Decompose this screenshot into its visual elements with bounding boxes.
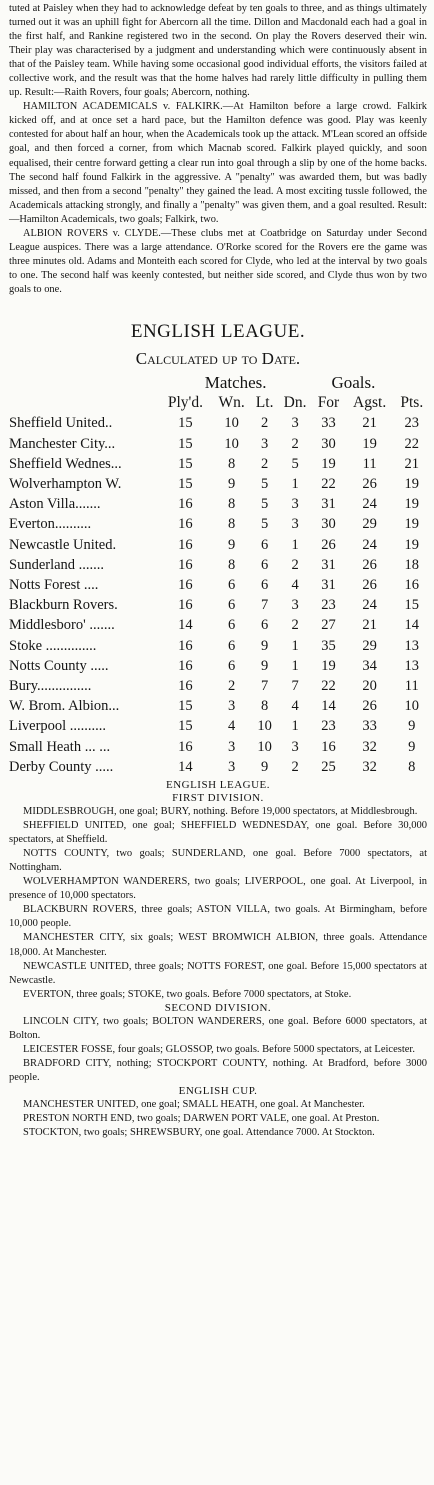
played: 16 (178, 678, 193, 695)
result-line: LINCOLN CITY, two goals; BOLTON WANDERERS, one goal. Before 6000 spectators, at Bolton. (9, 1015, 427, 1041)
result-line: MANCHESTER UNITED, one goal; SMALL HEATH, one goal. At Manchester. (23, 1098, 365, 1110)
goals-for: 31 (321, 496, 336, 513)
drawn: 3 (291, 516, 299, 533)
result-line: EVERTON, three goals; STOKE, two goals. Before 7000 spectators, at Stoke. (23, 988, 352, 1000)
played: 16 (178, 637, 193, 654)
drawn: 1 (291, 657, 299, 674)
played: 16 (178, 536, 193, 553)
played: 15 (178, 415, 193, 432)
result-line: BLACKBURN ROVERS, three goals; ASTON VILLA, two goals. At Birmingham, before 10,000 people. (9, 904, 427, 930)
goals-for: 31 (321, 577, 336, 594)
points: 10 (404, 698, 420, 715)
goals-for: 27 (321, 617, 336, 634)
won: 3 (227, 738, 236, 755)
goals-for: 23 (321, 718, 336, 735)
league-results (9, 779, 427, 1140)
won: 8 (227, 496, 236, 513)
won: 10 (224, 435, 239, 452)
report-paragraph-albion: ALBION ROVERS v. CLYDE.—These clubs met at Coatbridge on Saturday under Second League auspices. There was a large attendance. O'Rorke scored for the Rovers ere the game was three minutes old. Adams and Monteith each scored for Clyde, who led at the interval by two goals to one. The second half was keenly contested, but neither side scored, and Clyde thus won by two goals to one. (9, 227, 427, 295)
points: 19 (404, 496, 420, 513)
lost: 10 (257, 738, 272, 755)
drawn: 1 (291, 718, 299, 735)
points: 11 (404, 678, 419, 695)
played: 14 (178, 617, 193, 634)
team-name: Blackburn Rovers. (9, 597, 118, 614)
played: 16 (178, 516, 193, 533)
goals-for: 25 (321, 758, 336, 775)
won: 9 (227, 536, 236, 553)
team-col-spacer (9, 393, 159, 413)
lost: 6 (261, 617, 269, 634)
points: 23 (404, 415, 420, 432)
team-name: Newcastle United. (9, 536, 117, 553)
won: 8 (227, 455, 236, 472)
result-line: MANCHESTER CITY, six goals; WEST BROMWICH ALBION, three goals. Attendance 18,000. At Manchester. (9, 932, 427, 958)
points: 9 (408, 738, 416, 755)
played: 16 (178, 738, 193, 755)
report-paragraph-raith: tuted at Paisley when they had to acknowledge defeat by ten goals to three, and as things ultimately turned out it was an uphill fight for Abercorn all the time. Dillon and Macdonald each had a goal in the first half, and Rankine registered two in the second. On play the Rovers deserved their win. Their play was characterised by a judgment and understanding which were continuously absent in that of the Paisley team. While having some occasional good individual efforts, the visitors failed at collective work, and the result was that the home halves had rarely little difficulty in pulling them up. Result:—Raith Rovers, four goals; Abercorn, nothing. (9, 3, 427, 99)
goals-for: 14 (321, 698, 336, 715)
lost: 2 (261, 455, 269, 472)
team-name: Notts County ..... (9, 657, 109, 674)
goals-against: 24 (362, 597, 377, 614)
goals-for: 30 (321, 516, 336, 533)
won: 6 (227, 637, 236, 654)
league-title: ENGLISH LEAGUE. (130, 320, 306, 342)
team-name: Sheffield Wednes... (9, 455, 122, 472)
col-lost: Lt. (255, 394, 274, 412)
points: 13 (404, 657, 420, 674)
goals-against: 32 (362, 758, 377, 775)
table-row (9, 595, 429, 615)
team-name: Sunderland ....... (9, 556, 105, 573)
points: 9 (408, 718, 416, 735)
goals-for: 35 (321, 637, 336, 654)
lost: 5 (261, 496, 269, 513)
group-goals: Goals. (331, 372, 376, 392)
played: 15 (178, 718, 193, 735)
table-row (9, 716, 429, 736)
match-report (9, 2, 427, 297)
goals-for: 26 (321, 536, 336, 553)
lost: 6 (261, 556, 269, 573)
result-line: NOTTS COUNTY, two goals; SUNDERLAND, one goal. Before 7000 spectators, at Nottingham. (9, 848, 427, 874)
drawn: 3 (291, 496, 299, 513)
goals-against: 19 (362, 435, 377, 452)
team-name: W. Brom. Albion... (9, 698, 120, 715)
played: 15 (178, 435, 193, 452)
goals-for: 19 (321, 455, 336, 472)
points: 19 (404, 516, 420, 533)
goals-for: 30 (321, 435, 336, 452)
goals-for: 22 (321, 476, 336, 492)
goals-against: 26 (362, 698, 377, 715)
goals-for: 31 (321, 556, 336, 573)
team-name: Liverpool .......... (9, 718, 107, 735)
points: 8 (408, 758, 416, 775)
lost: 5 (261, 476, 269, 492)
table-row (9, 575, 429, 595)
goals-for: 33 (321, 415, 336, 432)
won: 6 (227, 597, 236, 614)
goals-against: 26 (362, 476, 377, 492)
played: 15 (178, 455, 193, 472)
team-name: Small Heath ... ... (9, 738, 111, 755)
table-row (9, 494, 429, 514)
goals-for: 16 (321, 738, 336, 755)
goals-against: 34 (362, 657, 377, 674)
points: 22 (404, 435, 420, 452)
table-row (9, 737, 429, 757)
drawn: 1 (291, 476, 299, 492)
column-header-row (9, 393, 429, 413)
points: 21 (404, 455, 420, 472)
drawn: 1 (291, 637, 299, 654)
lost: 7 (261, 597, 269, 614)
col-drawn: Dn. (283, 394, 307, 412)
table-row (9, 413, 429, 433)
lost: 3 (261, 435, 269, 452)
won: 6 (227, 617, 236, 634)
table-row (9, 757, 429, 777)
group-spacer (395, 373, 429, 393)
points: 15 (404, 597, 420, 614)
group-header-row (9, 373, 429, 393)
league-subtitle: Calculated up to Date. (135, 348, 301, 368)
goals-against: 33 (362, 718, 377, 735)
goals-against: 29 (362, 637, 377, 654)
table-row (9, 535, 429, 555)
table-row (9, 656, 429, 676)
result-line: PRESTON NORTH END, two goals; DARWEN PORT VALE, one goal. At Preston. (23, 1112, 380, 1124)
goals-against: 21 (362, 415, 377, 432)
won: 8 (227, 516, 236, 533)
goals-against: 32 (362, 738, 377, 755)
result-line: WOLVERHAMPTON WANDERERS, two goals; LIVERPOOL, one goal. At Liverpool, in presence of 10,000 spectators. (9, 876, 427, 902)
team-name: Sheffield United.. (9, 415, 113, 432)
goals-against: 11 (362, 455, 377, 472)
played: 16 (178, 556, 193, 573)
result-line: NEWCASTLE UNITED, three goals; NOTTS FOREST, one goal. Before 15,000 spectators at Newcastle. (9, 960, 427, 986)
table-row (9, 555, 429, 575)
won: 4 (227, 718, 236, 735)
played: 16 (178, 597, 193, 614)
drawn: 3 (291, 597, 299, 614)
lost: 9 (261, 758, 269, 775)
points: 16 (404, 577, 420, 594)
won: 10 (224, 415, 239, 432)
table-row (9, 696, 429, 716)
lost: 9 (261, 637, 269, 654)
drawn: 1 (291, 536, 299, 553)
points: 13 (404, 637, 420, 654)
second-division-heading: SECOND DIVISION. (164, 1001, 272, 1014)
played: 16 (178, 577, 193, 594)
first-division-heading: FIRST DIVISION. (172, 792, 264, 805)
points: 19 (404, 476, 420, 492)
lost: 9 (261, 657, 269, 674)
goals-against: 24 (362, 496, 377, 513)
lost: 5 (261, 516, 269, 533)
english-cup-heading: ENGLISH CUP. (178, 1084, 258, 1097)
won: 8 (227, 556, 236, 573)
col-for: For (317, 394, 340, 412)
goals-for: 22 (321, 678, 336, 695)
goals-against: 29 (362, 516, 377, 533)
drawn: 4 (291, 698, 299, 715)
league-table (9, 373, 429, 777)
drawn: 2 (291, 435, 299, 452)
drawn: 2 (291, 556, 299, 573)
team-name: Notts Forest .... (9, 577, 99, 594)
team-name: Derby County ..... (9, 758, 114, 775)
team-name: Aston Villa....... (9, 496, 101, 513)
won: 3 (227, 698, 236, 715)
team-name: Wolverhampton W. (9, 476, 122, 492)
lost: 2 (261, 415, 269, 432)
won: 6 (227, 577, 236, 594)
drawn: 5 (291, 455, 299, 472)
col-points: Pts. (400, 394, 424, 412)
goals-against: 21 (362, 617, 377, 634)
goals-for: 19 (321, 657, 336, 674)
points: 18 (404, 556, 420, 573)
lost: 6 (261, 536, 269, 553)
played: 15 (178, 698, 193, 715)
goals-against: 26 (362, 577, 377, 594)
goals-for: 23 (321, 597, 336, 614)
result-line: MIDDLESBROUGH, one goal; BURY, nothing. Before 19,000 spectators, at Middlesbrough. (23, 806, 418, 818)
won: 6 (227, 657, 236, 674)
results-heading: ENGLISH LEAGUE. (165, 779, 271, 792)
goals-against: 26 (362, 556, 377, 573)
drawn: 4 (291, 577, 299, 594)
goals-against: 24 (362, 536, 377, 553)
result-line: BRADFORD CITY, nothing; STOCKPORT COUNTY, nothing. At Bradford, before 3000 people. (9, 1057, 427, 1083)
col-against: Agst. (353, 394, 387, 412)
drawn: 7 (291, 678, 299, 695)
played: 16 (178, 496, 193, 513)
table-row (9, 676, 429, 696)
result-line: LEICESTER FOSSE, four goals; GLOSSOP, two goals. Before 5000 spectators, at Leicester. (23, 1043, 415, 1055)
table-row (9, 615, 429, 635)
drawn: 2 (291, 758, 299, 775)
result-line: SHEFFIELD UNITED, one goal; SHEFFIELD WEDNESDAY, one goal. Before 30,000 spectators, at Sheffield. (9, 820, 427, 846)
lost: 6 (261, 577, 269, 594)
group-spacer (9, 373, 159, 393)
lost: 8 (261, 698, 269, 715)
team-name: Middlesboro' ....... (9, 617, 115, 634)
won: 3 (227, 758, 236, 775)
table-row (9, 636, 429, 656)
played: 15 (178, 476, 193, 492)
table-row (9, 514, 429, 534)
played: 16 (178, 657, 193, 674)
points: 19 (404, 536, 420, 553)
goals-against: 20 (362, 678, 377, 695)
drawn: 3 (291, 415, 299, 432)
lost: 7 (261, 678, 269, 695)
played: 14 (178, 758, 193, 775)
group-matches: Matches. (204, 372, 267, 392)
won: 9 (227, 476, 236, 492)
drawn: 3 (291, 738, 299, 755)
drawn: 2 (291, 617, 299, 634)
team-name: Manchester City... (9, 435, 116, 452)
team-name: Everton.......... (9, 516, 92, 533)
won: 2 (227, 678, 236, 695)
team-name: Stoke .............. (9, 637, 97, 654)
col-played: Ply'd. (167, 394, 203, 412)
report-paragraph-hamilton: HAMILTON ACADEMICALS v. FALKIRK.—At Hamilton before a large crowd. Falkirk kicked off, and at once set a hard pace, but the Hamilton defence was good. Play was keenly contested for about half an hour, when the Academicals took up the attack. M'Lean scored an offside goal, and then forced a corner, from which Macnab scored. Falkirk played quickly, and soon equalised, their centre forward getting a clear run into goal through a slip by one of the home backs. The second half found Falkirk in the aggressive. A "penalty" was awarded them, but was badly missed, and then from a second "penalty" they gained the lead. A most exciting tussle followed, the Academicals attacking strongly, and finally a "penalty" was given them, and a goal resulted. Result:—Hamilton Academicals, two goals; Falkirk, two. (9, 101, 427, 225)
table-row (9, 454, 429, 474)
team-name: Bury............... (9, 678, 92, 695)
points: 14 (404, 617, 420, 634)
col-won: Wn. (218, 394, 245, 412)
result-line: STOCKTON, two goals; SHREWSBURY, one goal. Attendance 7000. At Stockton. (23, 1127, 375, 1139)
table-row (9, 434, 429, 454)
lost: 10 (257, 718, 272, 735)
table-row (9, 474, 429, 494)
